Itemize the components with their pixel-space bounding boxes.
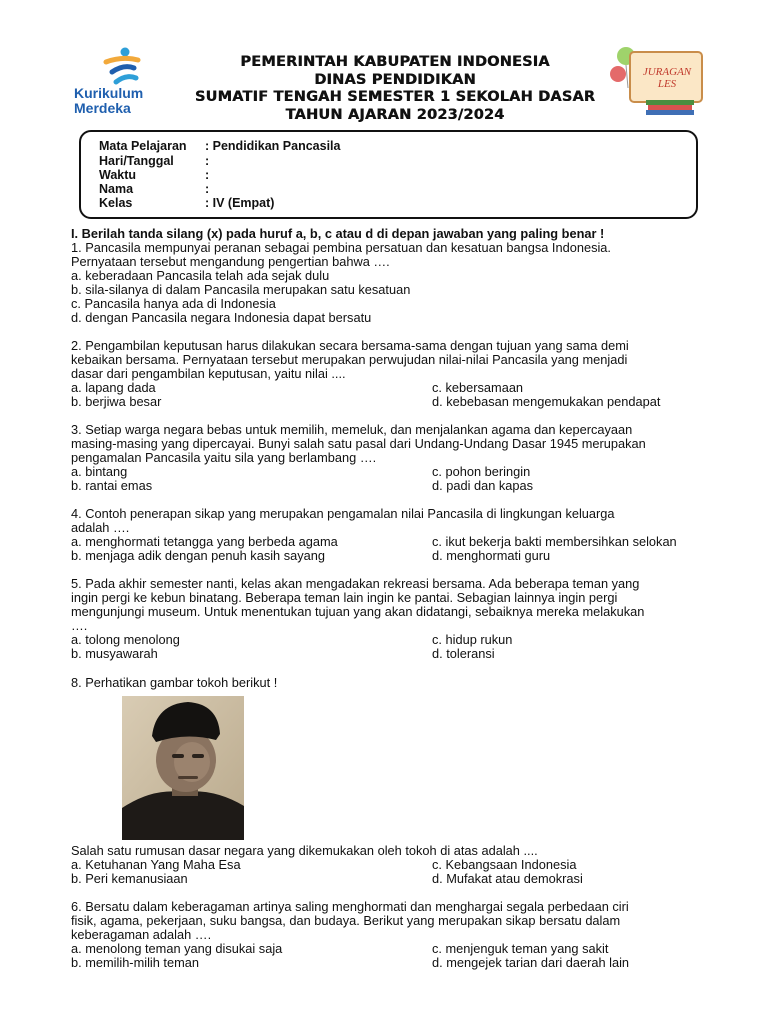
q5-text-line: 5. Pada akhir semester nanti, kelas akan mengadakan rekreasi bersama. Ada beberapa teman yang (71, 576, 640, 591)
q6-text-line: fisik, agama, pekerjaan, suku bangsa, dan budaya. Berikut yang merupakan sikap bersatu dalam (71, 913, 621, 928)
q6-option-a[interactable]: a. menolong teman yang disukai saja (71, 941, 283, 956)
kurikulum-merdeka-logo (72, 46, 162, 118)
q8-option-a[interactable]: a. Ketuhanan Yang Maha Esa (71, 857, 241, 872)
q6-option-c[interactable]: c. menjenguk teman yang sakit (432, 941, 609, 956)
info-label: Waktu (99, 168, 137, 182)
q2-option-b[interactable]: b. berjiwa besar (71, 394, 162, 409)
instruction-text: I. Berilah tanda silang (x) pada huruf a, b, c atau d di depan jawaban yang paling benar ! (71, 226, 605, 241)
q4-text-line: 4. Contoh penerapan sikap yang merupakan pengamalan nilai Pancasila di lingkungan keluarga (71, 506, 615, 521)
q1-text-line: Pernyataan tersebut mengandung pengertian bahwa …. (71, 254, 390, 269)
q4-option-b[interactable]: b. menjaga adik dengan penuh kasih sayang (71, 548, 325, 563)
kurikulum-figure-icon (94, 46, 154, 86)
logo-left-line2: Merdeka (74, 100, 131, 116)
q8-option-b[interactable]: b. Peri kemanusiaan (71, 871, 188, 886)
q2-option-a[interactable]: a. lapang dada (71, 380, 156, 395)
q4-option-a[interactable]: a. menghormati tetangga yang berbeda agama (71, 534, 338, 549)
q5-option-d[interactable]: d. toleransi (432, 646, 495, 661)
header-line-2: DINAS PENDIDIKAN (314, 71, 476, 88)
q3-option-b[interactable]: b. rantai emas (71, 478, 153, 493)
q8-text: 8. Perhatikan gambar tokoh berikut ! (71, 675, 278, 690)
info-value: : (205, 182, 210, 196)
q4-text-line: adalah …. (71, 520, 130, 535)
juragan-les-logo (606, 44, 710, 116)
info-value: : IV (Empat) (205, 196, 275, 210)
info-value: : (205, 168, 210, 182)
logo-right-line1: JURAGAN (642, 66, 692, 78)
info-row-date (99, 154, 209, 168)
info-label: Mata Pelajaran (99, 139, 187, 153)
q5-text-line: ingin pergi ke kebun binatang. Beberapa teman lain ingin ke pantai. Sebagian lainnya ingin pergi (71, 590, 618, 605)
q5-option-a[interactable]: a. tolong menolong (71, 632, 180, 647)
q3-option-c[interactable]: c. pohon beringin (432, 464, 531, 479)
logo-right-line2: LES (657, 78, 677, 90)
header-line-4: TAHUN AJARAN 2023/2024 (285, 106, 505, 123)
q8-option-c[interactable]: c. Kebangsaan Indonesia (432, 857, 577, 872)
q4-option-c[interactable]: c. ikut bekerja bakti membersihkan selokan (432, 534, 677, 549)
header-line-3: SUMATIF TENGAH SEMESTER 1 SEKOLAH DASAR (194, 89, 596, 105)
q5-option-b[interactable]: b. musyawarah (71, 646, 158, 661)
q3-text-line: pengamalan Pancasila yaitu sila yang berlambang …. (71, 450, 377, 465)
info-label: Kelas (99, 196, 133, 210)
info-row-subject (99, 139, 340, 153)
q3-option-a[interactable]: a. bintang (71, 464, 128, 479)
figure-portrait-photo (122, 696, 244, 840)
header-line-1: PEMERINTAH KABUPATEN INDONESIA (240, 54, 550, 70)
q3-option-d[interactable]: d. padi dan kapas (432, 478, 534, 493)
info-row-name (99, 182, 209, 196)
q2-option-c[interactable]: c. kebersamaan (432, 380, 524, 395)
q8-question: Salah satu rumusan dasar negara yang dikemukakan oleh tokoh di atas adalah .... (71, 843, 538, 858)
q4-option-d[interactable]: d. menghormati guru (432, 548, 551, 563)
q2-option-d[interactable]: d. kebebasan mengemukakan pendapat (432, 394, 661, 409)
q3-text-line: masing-masing yang dipercayai. Bunyi salah satu pasal dari Undang-Undang Dasar 1945 merupakan (71, 436, 646, 451)
q8-option-d[interactable]: d. Mufakat atau demokrasi (432, 871, 583, 886)
q2-text-line: kebaikan bersama. Pernyataan tersebut merupakan perwujudan nilai-nilai Pancasila yang menjadi (71, 352, 628, 367)
info-value: : Pendidikan Pancasila (205, 139, 341, 153)
info-label: Hari/Tanggal (99, 154, 174, 168)
info-label: Nama (99, 182, 134, 196)
logo-left-line1: Kurikulum (74, 85, 144, 101)
q6-text-line: 6. Bersatu dalam keberagaman artinya saling menghormati dan menghargai segala perbedaan ciri (71, 899, 629, 914)
q6-option-d[interactable]: d. mengejek tarian dari daerah lain (432, 955, 630, 970)
q1-option-a[interactable]: a. keberadaan Pancasila telah ada sejak dulu (71, 268, 330, 283)
q1-option-c[interactable]: c. Pancasila hanya ada di Indonesia (71, 296, 276, 311)
q2-text-line: 2. Pengambilan keputusan harus dilakukan secara bersama-sama dengan tujuan yang sama demi (71, 338, 629, 353)
q1-option-b[interactable]: b. sila-silanya di dalam Pancasila merupakan satu kesatuan (71, 282, 411, 297)
portrait-image (122, 696, 244, 840)
document-header (150, 54, 640, 124)
student-info-box (79, 130, 698, 219)
q5-text-line: mengunjungi museum. Untuk menentukan tujuan yang akan didatangi, sebaiknya mereka melakukan (71, 604, 645, 619)
q1-text-line: 1. Pancasila mempunyai peranan sebagai pembina persatuan dan kesatuan bangsa Indonesia. (71, 240, 611, 255)
q3-text-line: 3. Setiap warga negara bebas untuk memilih, memeluk, dan menjalankan agama dan kepercayaan (71, 422, 633, 437)
q6-text-line: keberagaman adalah …. (71, 927, 212, 942)
q5-option-c[interactable]: c. hidup rukun (432, 632, 513, 647)
q5-text-line: …. (71, 618, 88, 633)
info-row-class (99, 196, 274, 210)
q6-option-b[interactable]: b. memilih-milih teman (71, 955, 200, 970)
info-row-time (99, 168, 209, 182)
q2-text-line: dasar dari pengambilan keputusan, yaitu nilai .... (71, 366, 346, 381)
q1-option-d[interactable]: d. dengan Pancasila negara Indonesia dapat bersatu (71, 310, 372, 325)
info-value: : (205, 154, 210, 168)
